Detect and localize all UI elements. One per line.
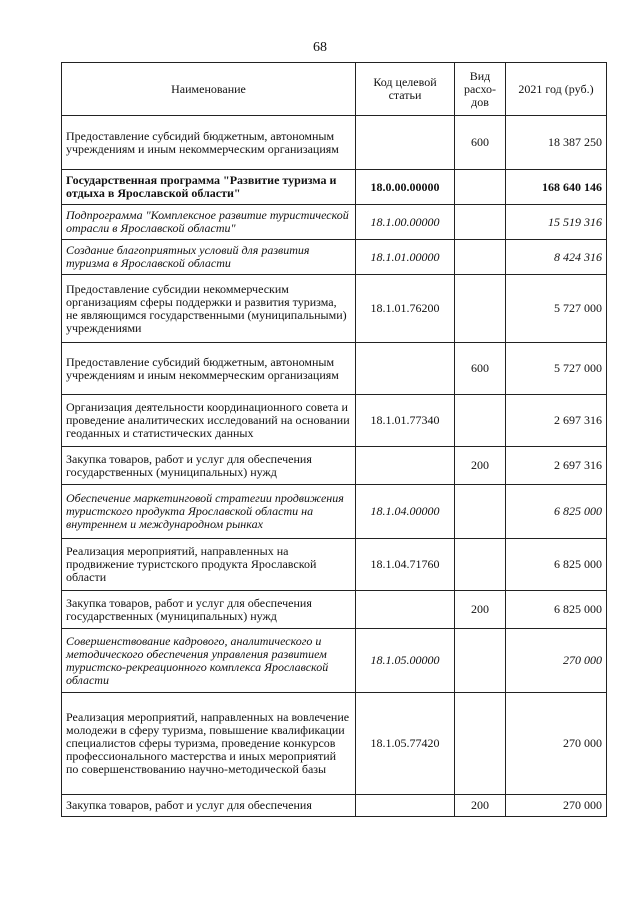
- cell-amount: 270 000: [506, 693, 607, 795]
- page-number: 68: [313, 40, 327, 55]
- table-row: [62, 275, 607, 343]
- cell-type: [455, 170, 506, 205]
- cell-amount: 5 727 000: [506, 275, 607, 343]
- cell-name: Государственная программа "Развитие туризма и отдыха в Ярославской области": [62, 170, 356, 205]
- table-row: [62, 447, 607, 485]
- cell-type: 600: [455, 116, 506, 170]
- table-row: [62, 539, 607, 591]
- cell-name: Предоставление субсидий бюджетным, автономным учреждениям и иным некоммерческим организациям: [62, 343, 356, 395]
- cell-amount: 18 387 250: [506, 116, 607, 170]
- cell-code: 18.1.01.76200: [356, 275, 455, 343]
- cell-amount: 15 519 316: [506, 205, 607, 240]
- table-row: [62, 205, 607, 240]
- cell-name: Предоставление субсидии некоммерческим организациям сферы поддержки и развития туризма, не являющимся государственными (муниципальными) учреждениями: [62, 275, 356, 343]
- cell-name: Предоставление субсидий бюджетным, автономным учреждениям и иным некоммерческим организациям: [62, 116, 356, 170]
- cell-type: [455, 485, 506, 539]
- table-row: [62, 343, 607, 395]
- table-row: [62, 395, 607, 447]
- header-name: Наименование: [62, 63, 356, 116]
- header-code: Код целевой статьи: [356, 63, 455, 116]
- cell-amount: 5 727 000: [506, 343, 607, 395]
- cell-type: [455, 629, 506, 693]
- cell-amount: 6 825 000: [506, 485, 607, 539]
- cell-type: [455, 395, 506, 447]
- table-row: [62, 591, 607, 629]
- table-header-row: [62, 63, 607, 116]
- cell-code: [356, 116, 455, 170]
- table-row: [62, 693, 607, 795]
- budget-table: [61, 62, 607, 817]
- cell-code: 18.1.00.00000: [356, 205, 455, 240]
- cell-amount: 168 640 146: [506, 170, 607, 205]
- cell-code: 18.0.00.00000: [356, 170, 455, 205]
- cell-code: 18.1.04.71760: [356, 539, 455, 591]
- table-row: [62, 116, 607, 170]
- cell-code: 18.1.05.00000: [356, 629, 455, 693]
- cell-type: 200: [455, 447, 506, 485]
- cell-code: 18.1.01.77340: [356, 395, 455, 447]
- cell-amount: 2 697 316: [506, 447, 607, 485]
- cell-name: Организация деятельности координационного совета и проведение аналитических исследований на основании геоданных и статистических данных: [62, 395, 356, 447]
- cell-code: 18.1.01.00000: [356, 240, 455, 275]
- cell-type: [455, 275, 506, 343]
- cell-name: Закупка товаров, работ и услуг для обеспечения: [62, 795, 356, 817]
- cell-name: Обеспечение маркетинговой стратегии продвижения туристского продукта Ярославской области на внутреннем и международном рынках: [62, 485, 356, 539]
- cell-code: 18.1.04.00000: [356, 485, 455, 539]
- cell-code: [356, 591, 455, 629]
- table-row: [62, 795, 607, 817]
- cell-amount: 6 825 000: [506, 591, 607, 629]
- cell-amount: 270 000: [506, 629, 607, 693]
- cell-amount: 8 424 316: [506, 240, 607, 275]
- table-row: [62, 485, 607, 539]
- table-row: [62, 629, 607, 693]
- cell-type: 200: [455, 795, 506, 817]
- cell-name: Реализация мероприятий, направленных на продвижение туристского продукта Ярославской области: [62, 539, 356, 591]
- table-row: [62, 170, 607, 205]
- cell-code: [356, 447, 455, 485]
- cell-type: 600: [455, 343, 506, 395]
- cell-name: Реализация мероприятий, направленных на вовлечение молодежи в сферу туризма, повышение квалификации специалистов сферы туризма, проведение конкурсов профессионального мастерства и иных мероприятий по совершенствованию научно-методической базы: [62, 693, 356, 795]
- cell-name: Создание благоприятных условий для развития туризма в Ярославской области: [62, 240, 356, 275]
- header-amount: 2021 год (руб.): [506, 63, 607, 116]
- cell-name: Подпрограмма "Комплексное развитие туристической отрасли в Ярославской области": [62, 205, 356, 240]
- cell-type: [455, 240, 506, 275]
- cell-type: [455, 693, 506, 795]
- cell-type: [455, 539, 506, 591]
- cell-type: [455, 205, 506, 240]
- cell-type: 200: [455, 591, 506, 629]
- cell-name: Закупка товаров, работ и услуг для обеспечения государственных (муниципальных) нужд: [62, 591, 356, 629]
- cell-code: [356, 795, 455, 817]
- header-type: Вид расхо-дов: [455, 63, 506, 116]
- cell-code: 18.1.05.77420: [356, 693, 455, 795]
- table-body: [62, 116, 607, 817]
- cell-amount: 2 697 316: [506, 395, 607, 447]
- cell-amount: 270 000: [506, 795, 607, 817]
- cell-name: Закупка товаров, работ и услуг для обеспечения государственных (муниципальных) нужд: [62, 447, 356, 485]
- cell-name: Совершенствование кадрового, аналитического и методического обеспечения управления развитием туристско-рекреационного комплекса Ярославской области: [62, 629, 356, 693]
- cell-amount: 6 825 000: [506, 539, 607, 591]
- table-row: [62, 240, 607, 275]
- cell-code: [356, 343, 455, 395]
